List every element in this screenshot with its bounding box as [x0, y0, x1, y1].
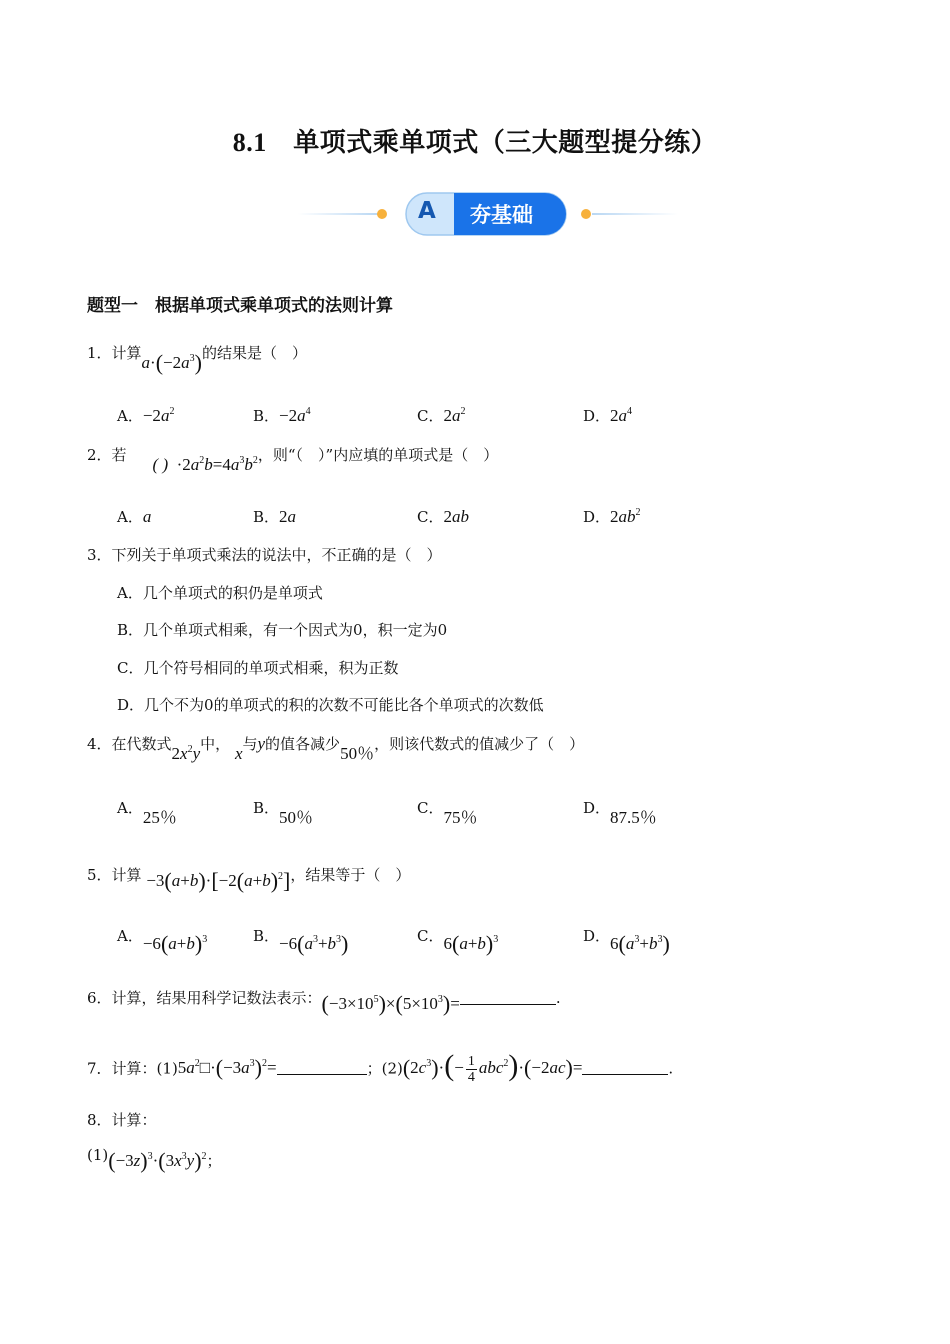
question-4: 4．在代数式$2x^2y$中， x与y的值各减少50％，则该代数式的值减少了（ ）	[87, 734, 585, 763]
question-2-expression: ( ) $\cdot 2a^2b=4a^3b^2$	[152, 455, 258, 474]
question-1	[87, 342, 307, 375]
banner-letter: A	[418, 198, 436, 224]
section-heading: 题型一 根据单项式乘单项式的法则计算	[87, 296, 393, 316]
q3-option-c[interactable]: C．几个符号相同的单项式相乘，积为正数	[117, 659, 399, 677]
q1-option-c[interactable]: C．$2a^2$	[417, 406, 466, 425]
question-8-part-1: $(1)(-3z)^3\cdot(3x^3y)^2$；	[87, 1146, 222, 1173]
question-7-stem: 7．计算：	[87, 1059, 157, 1078]
answer-blank-q6[interactable]	[460, 1004, 556, 1005]
page-title: 8.1 单项式乘单项式（三大题型提分练）	[232, 128, 718, 157]
question-2-tail: ，则“（ ）”内应填的单项式是（ ）	[257, 446, 499, 464]
q5-option-b[interactable]: B．$-6(a^3+b^3)$	[253, 927, 349, 956]
q4-option-c[interactable]: C．75％	[417, 799, 478, 827]
question-1-tail: 的结果是（ ）	[201, 344, 307, 362]
q5-option-a[interactable]: A．$-6(a+b)^3$	[117, 927, 208, 956]
question-6: 6．计算，结果用科学记数法表示：$(-3\times 10^5)\times(5\times 10^3)=$ .	[87, 989, 561, 1016]
q2-option-c[interactable]: C．2ab	[417, 507, 469, 526]
q5-option-d[interactable]: D．$6(a^3+b^3)$	[583, 927, 670, 956]
question-3: 3．下列关于单项式乘法的说法中，不正确的是（ ）	[87, 546, 442, 564]
q2-option-d[interactable]: D．$2ab^2$	[583, 507, 641, 526]
question-1-number: 1．计算	[87, 344, 142, 362]
question-6-stem: 6．计算，结果用科学记数法表示：	[87, 989, 322, 1007]
banner-dot-left	[377, 209, 387, 219]
question-4-number: 4．在代数式	[87, 735, 172, 753]
answer-blank-q7-2[interactable]	[582, 1074, 668, 1075]
q3-option-d[interactable]: D．几个不为0的单项式的积的次数不可能比各个单项式的次数低	[117, 696, 544, 714]
question-7: 7．计算：$(1)5a^2□\cdot(-3a^3)^2=$ ；$(2)(2c^3)\cdot(-$ $\frac{1}{4}$ abc$^2$)·(−2ac)= .	[87, 1049, 674, 1085]
q2-option-a[interactable]: A．a	[117, 507, 152, 526]
banner-label: 夯基础	[470, 203, 533, 227]
q1-option-b[interactable]: B．$-2a^4$	[253, 406, 311, 425]
banner-dot-right	[581, 209, 591, 219]
q5-option-c[interactable]: C．$6(a+b)^3$	[417, 927, 499, 956]
q4-option-d[interactable]: D．87.5％	[583, 799, 657, 827]
question-1-expression: $a\cdot(-2a^3)$	[141, 350, 202, 375]
answer-blank-q7-1[interactable]	[277, 1074, 367, 1075]
q1-option-d[interactable]: D．$2a^4$	[583, 406, 633, 425]
question-2-number: 2．若	[87, 446, 127, 464]
q3-option-b[interactable]: B．几个单项式相乘，有一个因式为0，积一定为0	[117, 621, 448, 639]
q4-option-b[interactable]: B．50％	[253, 799, 314, 827]
question-8: 8．计算：	[87, 1111, 157, 1129]
question-5: 5．计算 $-3(a+b)\cdot[-2(a+b)^2]$，结果等于（ ）	[87, 866, 411, 893]
q2-option-b[interactable]: B．2a	[253, 507, 297, 526]
question-2	[87, 444, 499, 474]
q1-option-a[interactable]: A．$-2a^2$	[117, 406, 175, 425]
question-5-number: 5．计算	[87, 866, 142, 884]
q3-option-a[interactable]: A．几个单项式的积仍是单项式	[117, 584, 323, 602]
q4-option-a[interactable]: A．25％	[117, 799, 177, 827]
